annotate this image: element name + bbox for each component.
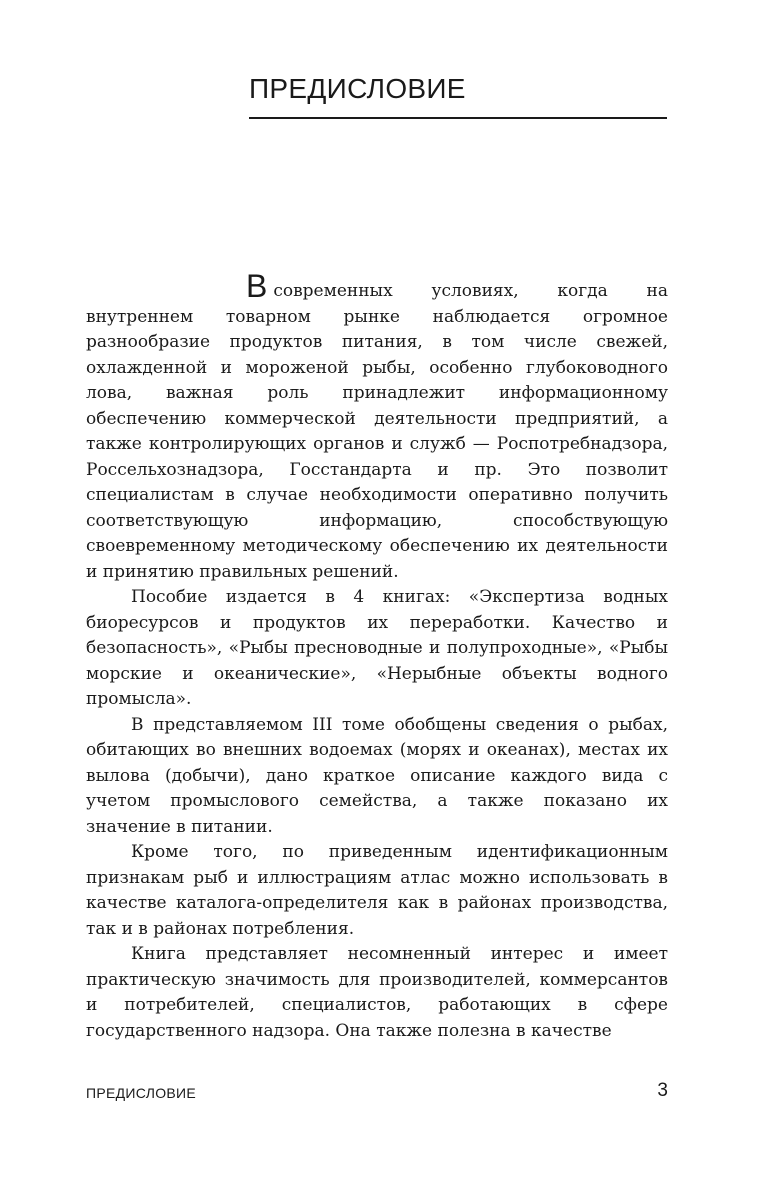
running-footer: ПРЕДИСЛОВИЕ	[86, 1085, 197, 1101]
title-rule	[249, 117, 667, 119]
body-text	[86, 270, 668, 1044]
paragraph-1	[86, 270, 668, 585]
page-number: 3	[657, 1080, 668, 1101]
paragraph-1-text: современных условиях, когда на внутреннем товарном рынке наблюдается огромное разнообразие продуктов питания, в том числе свежей, охлажденной и мороженой рыбы, особенно глубоководного лова, важная роль принадлежит информационному обеспечению коммерческой деятельности предприятий, а также контролирующих органов и служб — Роспотребнадзора, Россельхознадзора, Госстандарта и пр. Это позволит специалистам в случае необходимости оперативно получить соответствующую информацию, способствующую своевременному методическому обеспечению их деятельности и принятию правильных решений.	[86, 281, 668, 582]
dropcap-indent	[86, 295, 246, 296]
paragraph-4: Кроме того, по приведенным идентификационным признакам рыб и иллюстрациям атлас можно использовать в качестве каталога-определителя как в районах производства, так и в районах потребления.	[86, 842, 668, 939]
dropcap-letter: В	[246, 268, 268, 304]
chapter-title: ПРЕДИСЛОВИЕ	[249, 73, 466, 104]
paragraph-2: Пособие издается в 4 книгах: «Экспертиза водных биоресурсов и продуктов их переработки. Качество и безопасность», «Рыбы пресноводные и полупроходные», «Рыбы морские и океанические», «Нерыбные объекты водного промысла».	[86, 587, 668, 709]
paragraph-3: В представляемом III томе обобщены сведения о рыбах, обитающих во внешних водоемах (морях и океанах), местах их вылова (добычи), дано краткое описание каждого вида с учетом промыслового семейства, а также показано их значение в питании.	[86, 714, 668, 837]
paragraph-5: Книга представляет несомненный интерес и имеет практическую значимость для производителей, коммерсантов и потребителей, специалистов, работающих в сфере государственного надзора. Она также полезна в качестве	[86, 944, 668, 1041]
